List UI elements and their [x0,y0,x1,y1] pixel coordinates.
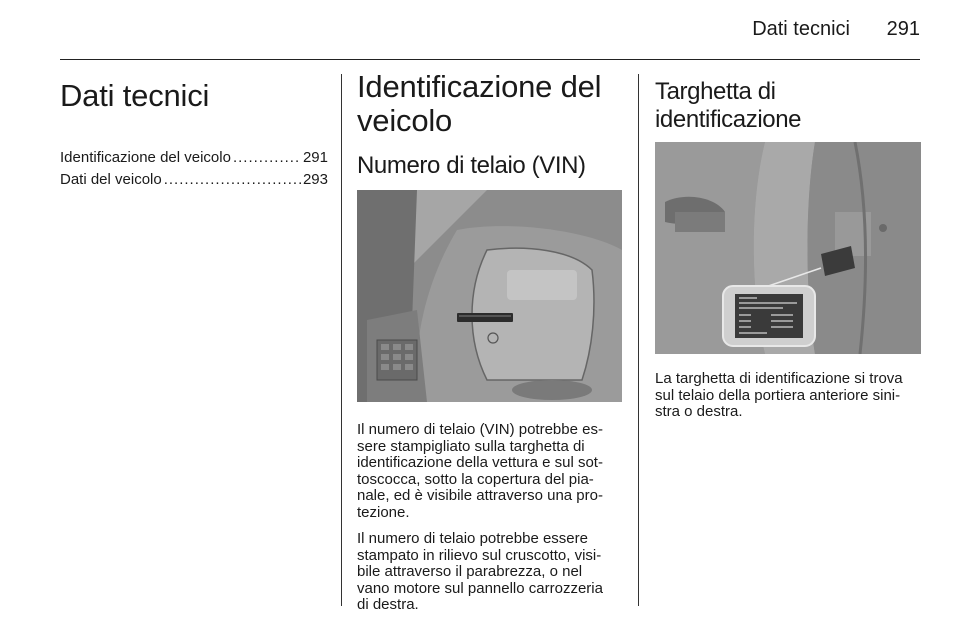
page-number: 291 [886,18,920,40]
text-line: stra o destra. [655,403,743,420]
toc-leader [164,169,301,191]
header-rule [60,59,920,60]
text-line: tezione. [357,503,410,521]
running-header-title: Dati tecnici [752,18,850,40]
text-line: bile attraverso il parabrezza, o nel [357,563,583,580]
column-divider [341,74,342,606]
text-line: Il numero di telaio (VIN) potrebbe es- [357,421,603,438]
vin-location-illustration [357,190,622,402]
vin-paragraph-1 [357,422,622,521]
toc-entry[interactable] [60,147,328,169]
toc-entry[interactable] [60,169,328,191]
toc-entry-page: 293 [302,171,328,188]
plate-paragraph-1 [655,371,921,421]
toc-column [60,70,328,191]
plate-heading: Targhetta di identificazione [655,78,802,133]
text-line: nale, ed è visibile attraverso una pro- [357,487,603,504]
section-title-line: veicolo [357,103,453,138]
section-title-line: Identificazione del [357,69,602,104]
text-line: vano motore sul pannello carrozzeria [357,579,603,597]
text-line: sere stampigliato sulla targhetta di [357,437,585,455]
plate-column [655,70,921,421]
identification-plate-illustration [655,142,921,354]
column-divider [638,74,639,606]
text-line: toscocca, sotto la copertura del pia- [357,470,594,488]
text-line: stampato in rilievo sul cruscotto, visi- [357,546,602,564]
toc-leader [233,147,301,169]
text-line: Il numero di telaio potrebbe essere [357,530,588,547]
vin-heading: Numero di telaio (VIN) [357,152,586,179]
chapter-title: Dati tecnici [60,78,210,113]
toc-entry-label: Identificazione del veicolo [60,149,231,166]
vin-column [357,70,622,614]
vin-paragraph-2 [357,531,622,614]
toc-entry-label: Dati del veicolo [60,171,162,188]
section-title [357,70,622,138]
text-line: La targhetta di identificazione si trova [655,370,903,387]
text-line: identificazione della vettura e sul sot- [357,454,603,471]
text-line: di destra. [357,596,419,613]
table-of-contents [60,147,328,191]
toc-entry-page: 291 [302,149,328,166]
text-line: sul telaio della portiera anteriore sini- [655,386,901,404]
